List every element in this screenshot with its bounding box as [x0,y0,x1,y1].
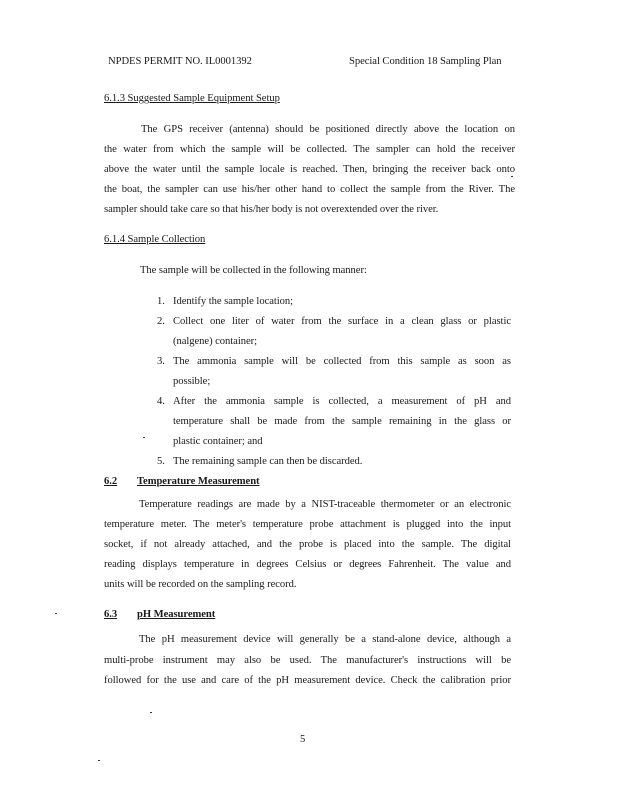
sec-62-line-4: reading displays temperature in degrees Celsius or degrees Fahrenheit. The value and [104,559,511,570]
section-6-3-title: pH Measurement [137,609,216,620]
section-6-2-title: Temperature Measurement [137,476,260,487]
list-number-3: 3. [157,356,165,367]
list-item-1-line-1: Identify the sample location; [173,296,294,307]
sec-63-line-2: multi-probe instrument may also be used. The manufacturer's instructions will be [104,655,511,666]
header-plan-title: Special Condition 18 Sampling Plan [349,56,502,67]
sec-63-line-3: followed for the use and care of the pH measurement device. Check the calibration prior [104,675,511,686]
section-6-1-4-heading: 6.1.4 Sample Collection [104,234,206,245]
list-item-3-line-2: possible; [173,376,211,387]
scan-speck [55,613,57,614]
header-permit-number: NPDES PERMIT NO. IL0001392 [108,56,252,67]
sec-614-intro: The sample will be collected in the following manner: [140,265,367,276]
list-item-4-line-3: plastic container; and [173,436,263,447]
scan-speck [143,437,145,438]
sec-63-line-1: The pH measurement device will generally be a stand-alone device, although a [139,634,511,645]
scan-speck [98,760,100,761]
section-6-1-3-heading: 6.1.3 Suggested Sample Equipment Setup [104,93,280,104]
sec-62-line-2: temperature meter. The meter's temperature probe attachment is plugged into the input [104,519,511,530]
sec-62-line-5: units will be recorded on the sampling record. [104,579,297,590]
list-item-3-line-1: The ammonia sample will be collected from this sample as soon as [173,356,511,367]
list-number-1: 1. [157,296,165,307]
list-item-4-line-2: temperature shall be made from the sample remaining in the glass or [173,416,511,427]
sec-613-line-3: above the water until the sample locale is reached. Then, bringing the receiver back onto [104,164,515,175]
section-6-3-number: 6.3 [104,609,118,620]
sec-613-line-5: sampler should take care so that his/her body is not overextended over the river. [104,204,439,215]
sec-62-line-3: socket, if not already attached, and the probe is placed into the sample. The digital [104,539,511,550]
section-6-2-number: 6.2 [104,476,118,487]
scan-speck [150,712,152,713]
list-number-5: 5. [157,456,165,467]
sec-613-line-2: the water from which the sample will be collected. The sampler can hold the receiver [104,144,515,155]
sec-613-line-1: The GPS receiver (antenna) should be positioned directly above the location on [141,124,515,135]
sec-62-line-1: Temperature readings are made by a NIST-traceable thermometer or an electronic [139,499,511,510]
list-item-2-line-1: Collect one liter of water from the surface in a clean glass or plastic [173,316,511,327]
list-item-4-line-1: After the ammonia sample is collected, a measurement of pH and [173,396,511,407]
list-item-2-line-2: (nalgene) container; [173,336,257,347]
page-number: 5 [300,734,306,745]
list-number-2: 2. [157,316,165,327]
scan-speck [511,176,513,177]
list-number-4: 4. [157,396,165,407]
sec-613-line-4: the boat, the sampler can use his/her other hand to collect the sample from the River. The [104,184,515,195]
list-item-5-line-1: The remaining sample can then be discarded. [173,456,363,467]
